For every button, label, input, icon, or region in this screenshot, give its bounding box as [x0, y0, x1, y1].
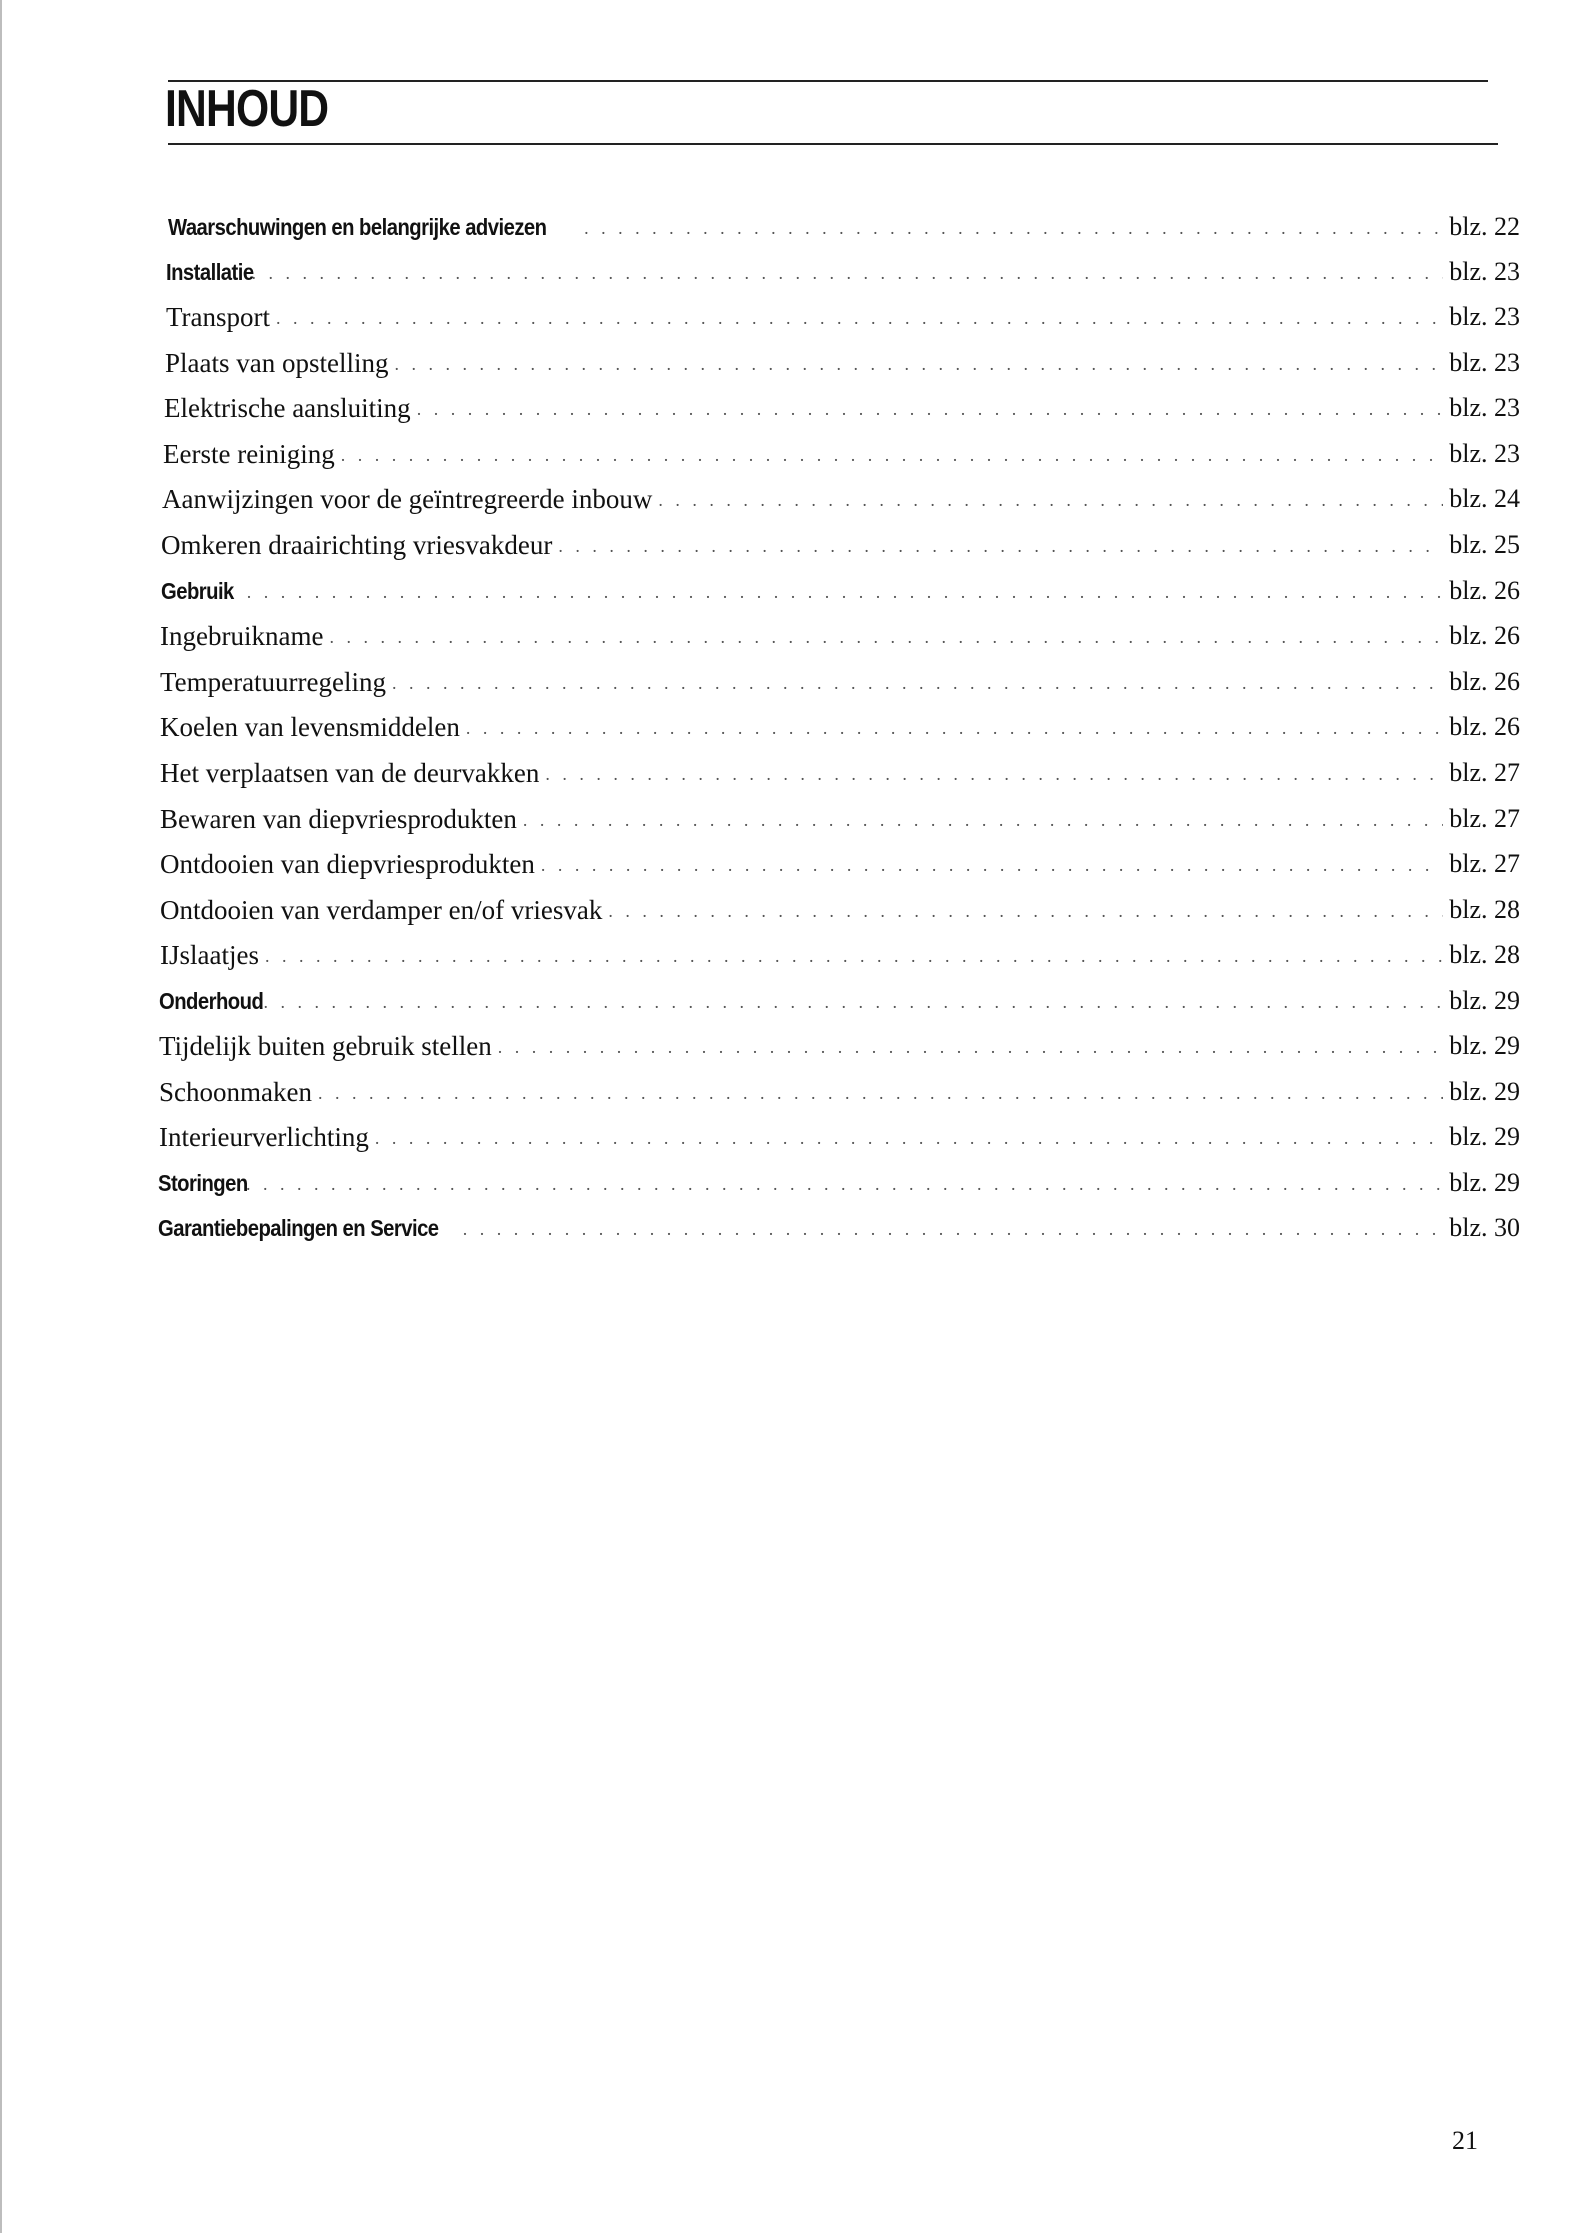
toc-entry	[165, 339, 1520, 379]
toc-entry	[164, 384, 1520, 424]
toc-entry-label: Tijdelijk buiten gebruik stellen	[159, 1031, 492, 1061]
toc-entry-label: Aanwijzingen voor de geïntregreerde inbouw	[162, 484, 653, 514]
toc-entry	[160, 612, 1520, 652]
toc-dot-leader	[417, 392, 1444, 424]
toc-entry-label: Omkeren draairichting vriesvakdeur	[161, 530, 553, 560]
toc-dot-leader	[558, 529, 1443, 561]
toc-entry	[166, 248, 1520, 288]
toc-entry-label: Transport	[166, 302, 271, 332]
toc-entry-label: Onderhoud	[159, 988, 264, 1014]
toc-entry-page: blz. 26	[1449, 712, 1520, 741]
toc-entry	[168, 203, 1520, 243]
toc-entry-label: Bewaren van diepvriesprodukten	[160, 804, 517, 834]
toc-dot-leader	[392, 666, 1443, 698]
toc-entry-label: Koelen van levensmiddelen	[160, 712, 460, 742]
toc-entry	[159, 977, 1520, 1017]
toc-dot-leader	[264, 985, 1444, 1017]
page-title: INHOUD	[165, 80, 329, 138]
toc-entry-page: blz. 23	[1449, 302, 1520, 331]
toc-entry	[158, 1204, 1520, 1244]
toc-entry-page: blz. 23	[1449, 257, 1520, 286]
toc-entry-page: blz. 29	[1449, 1031, 1520, 1060]
toc-entry	[159, 1068, 1520, 1108]
toc-entry-label: Ontdooien van verdamper en/of vriesvak	[160, 895, 603, 925]
toc-entry-page: blz. 26	[1449, 621, 1520, 650]
toc-entry-label: Ontdooien van diepvriesprodukten	[160, 849, 535, 879]
toc-entry-label: Gebruik	[161, 578, 234, 604]
toc-entry-page: blz. 29	[1449, 1077, 1520, 1106]
toc-entry	[160, 840, 1520, 880]
toc-dot-leader	[541, 848, 1443, 880]
toc-entry-page: blz. 30	[1449, 1213, 1520, 1242]
toc-dot-leader	[230, 575, 1444, 607]
toc-entry-label: Installatie	[166, 259, 254, 285]
toc-entry	[166, 293, 1520, 333]
toc-entry	[160, 703, 1520, 743]
toc-dot-leader	[252, 256, 1444, 288]
toc-dot-leader	[341, 438, 1444, 470]
toc-entry-label: Ingebruikname	[160, 621, 324, 651]
toc-entry-label: Garantiebepalingen en Service	[158, 1215, 439, 1241]
toc-entry	[159, 1022, 1520, 1062]
toc-entry-label: Waarschuwingen en belangrijke adviezen	[168, 214, 547, 240]
toc-dot-leader	[466, 711, 1443, 743]
toc-entry-page: blz. 27	[1449, 804, 1520, 833]
toc-entry-page: blz. 28	[1449, 895, 1520, 924]
toc-entry	[159, 1113, 1520, 1153]
toc-entry-page: blz. 24	[1449, 484, 1520, 513]
toc-entry-label: Het verplaatsen van de deurvakken	[160, 758, 540, 788]
toc-dot-leader	[498, 1030, 1444, 1062]
toc-entry	[160, 749, 1520, 789]
title-bottom-rule	[168, 143, 1498, 145]
toc-entry-page: blz. 23	[1449, 393, 1520, 422]
toc-entry-label: Eerste reiniging	[163, 439, 335, 469]
toc-entry-page: blz. 28	[1449, 940, 1520, 969]
toc-entry-page: blz. 22	[1449, 212, 1520, 241]
toc-entry-page: blz. 25	[1449, 530, 1520, 559]
toc-entry-page: blz. 29	[1449, 1168, 1520, 1197]
toc-entry-label: Storingen	[158, 1170, 248, 1196]
toc-dot-leader	[545, 757, 1443, 789]
toc-entry	[162, 475, 1520, 515]
toc-dot-leader	[246, 1167, 1443, 1199]
toc-dot-leader	[608, 894, 1443, 926]
toc-entry	[161, 567, 1520, 607]
page-number: 21	[1452, 2126, 1478, 2155]
toc-entry-label: Plaats van opstelling	[165, 348, 389, 378]
toc-entry	[163, 430, 1520, 470]
toc-entry	[160, 795, 1520, 835]
toc-entry-page: blz. 29	[1449, 1122, 1520, 1151]
toc-dot-leader	[523, 803, 1443, 835]
toc-entry-page: blz. 27	[1449, 758, 1520, 787]
toc-dot-leader	[375, 1121, 1443, 1153]
toc-dot-leader	[463, 1212, 1443, 1244]
toc-entry-page: blz. 23	[1449, 348, 1520, 377]
toc-entry-label: Interieurverlichting	[159, 1122, 369, 1152]
toc-entry-label: Temperatuurregeling	[160, 667, 387, 697]
toc-entry	[158, 1159, 1520, 1199]
toc-entry	[161, 521, 1520, 561]
toc-entry-label: Elektrische aansluiting	[164, 393, 411, 423]
page-left-edge	[0, 0, 2, 2233]
toc-entry	[160, 886, 1520, 926]
toc-entry-label: Schoonmaken	[159, 1077, 312, 1107]
toc-entry	[160, 658, 1520, 698]
toc-dot-leader	[584, 211, 1443, 243]
toc-entry-page: blz. 26	[1449, 667, 1520, 696]
toc-entry-page: blz. 26	[1449, 576, 1520, 605]
toc-dot-leader	[658, 483, 1443, 515]
toc-entry-page: blz. 23	[1449, 439, 1520, 468]
toc-entry-page: blz. 27	[1449, 849, 1520, 878]
toc-dot-leader	[329, 620, 1443, 652]
toc-entry	[160, 931, 1520, 971]
toc-dot-leader	[276, 301, 1443, 333]
toc-entry-page: blz. 29	[1449, 986, 1520, 1015]
toc-dot-leader	[394, 347, 1443, 379]
title-top-rule	[168, 80, 1488, 82]
toc-entry-label: IJslaatjes	[160, 940, 259, 970]
toc-dot-leader	[318, 1076, 1443, 1108]
toc-dot-leader	[265, 939, 1443, 971]
